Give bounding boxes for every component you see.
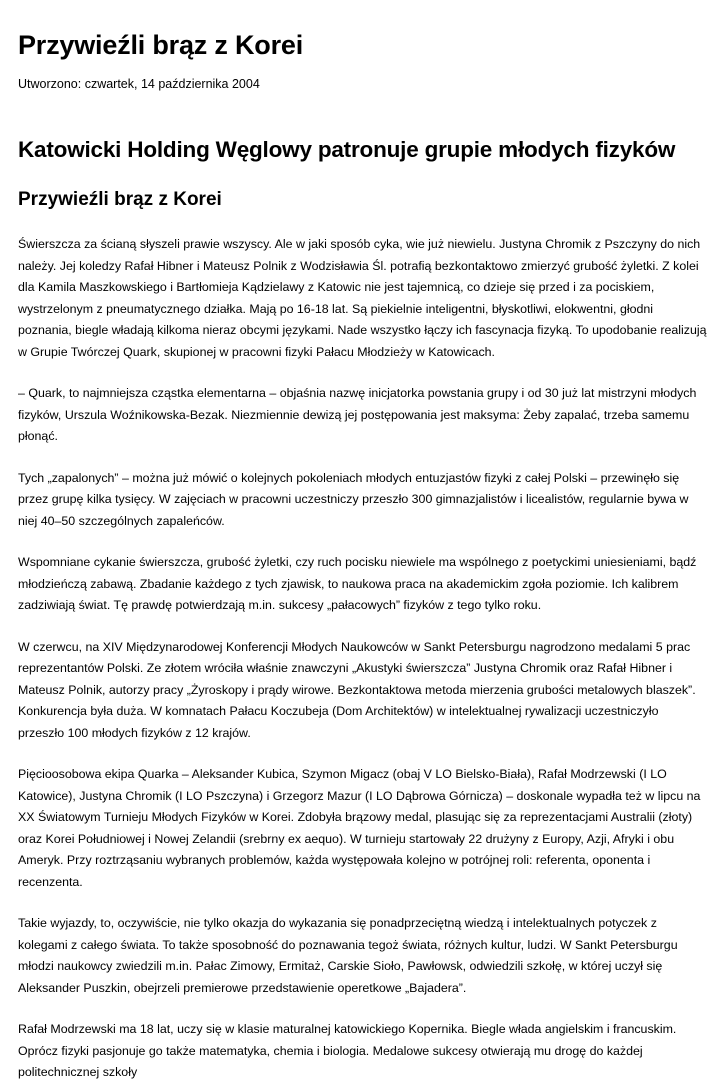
- paragraph: Wspomniane cykanie świerszcza, grubość żyletki, czy ruch pocisku niewiele ma wspólnego z poetyckimi uniesieniami, bądź młodzieńczą zabawą. Zbadanie każdego z tych zjawisk, to naukowa praca na akademickim zgoła poziomie. Ich kalibrem zadziwiają świat. Tę prawdę potwierdzają m.in. sukcesy „pałacowych” fizyków z tego tylko roku.: [18, 555, 697, 612]
- paragraph: Świerszcza za ścianą słyszeli prawie wszyscy. Ale w jaki sposób cyka, wie już niewielu. Justyna Chromik z Pszczyny do nich należy. Jej koledzy Rafał Hibner i Mateusz Polnik z Wodzisławia Śl. potrafią bezkontaktowo zmierzyć grubość żyletki. Z kolei dla Kamila Maszkowskiego i Bartłomieja Kądzielawy z Katowic nie jest tajemnicą, co dzieje się przed i za pociskiem, wystrzelonym z pneumatycznego działka. Mają po 16-18 lat. Są piekielnie inteligentni, błyskotliwi, elokwentni, głodni poznania, biegle władają kilkoma nieraz obcymi językami. Nade wszystko łączy ich fascynacja fizyką. To upodobanie realizują w Grupie Twórczej Quark, skupionej w pracowni fizyki Pałacu Młodzieży w Katowicach.: [18, 237, 707, 359]
- paragraph: Takie wyjazdy, to, oczywiście, nie tylko okazja do wykazania się ponadprzeciętną wiedzą i intelektualnych potyczek z kolegami z całego świata. To także sposobność do poznawania tegoż świata, różnych kultur, ludzi. W Sankt Petersburgu młodzi naukowcy zwiedzili m.in. Pałac Zimowy, Ermitaż, Carskie Sioło, Pawłowsk, odwiedzili szkołę, w której uczył się Aleksander Puszkin, obejrzeli premierowe przedstawienie operetkowe „Bajadera”.: [18, 916, 678, 995]
- paragraph: Pięcioosobowa ekipa Quarka – Aleksander Kubica, Szymon Migacz (obaj V LO Bielsko-Biała), Rafał Modrzewski (I LO Katowice), Justyna Chromik (I LO Pszczyna) i Grzegorz Mazur (I LO Dąbrowa Górnicza) – doskonale wypadła też w lipcu na XX Światowym Turnieju Młodych Fizyków w Korei. Zdobyła brązowy medal, plasując się za reprezentacjami Australii (złoty) oraz Korei Południowej i Nowej Zelandii (srebrny ex aequo). W turnieju startowały 22 drużyny z Europy, Azji, Afryki i obu Ameryk. Przy roztrząsaniu wybranych problemów, każda występowała kolejno w potrójnej roli: referenta, oponenta i recenzenta.: [18, 767, 701, 889]
- article-body: [18, 234, 707, 1084]
- paragraph: – Quark, to najmniejsza cząstka elementarna – objaśnia nazwę inicjatorka powstania grupy i od 30 już lat mistrzyni młodych fizyków, Urszula Woźnikowska-Bezak. Niezmiennie dewizą jej postępowania jest maksyma: Żeby zapalać, trzeba samemu płonąć.: [18, 386, 697, 443]
- paragraph: Tych „zapalonych” – można już mówić o kolejnych pokoleniach młodych entuzjastów fizyki z całej Polski – przewinęło się przez grupę kilka tysięcy. W zajęciach w pracowni uczestniczy przeszło 300 gimnazjalistów i licealistów, regularnie bywa w niej 40–50 szczególnych zapaleńców.: [18, 470, 689, 528]
- paragraph: Rafał Modrzewski ma 18 lat, uczy się w klasie maturalnej katowickiego Kopernika. Biegle włada angielskim i francuskim. Oprócz fizyki pasjonuje go także matematyka, chemia i biologia. Medalowe sukcesy otwierają mu drogę do każdej politechnicznej szkoły: [18, 1022, 677, 1079]
- document-title: Przywieźli brąz z Korei: [18, 30, 303, 60]
- article-title: Katowicki Holding Węglowy patronuje grupie młodych fizyków: [18, 137, 676, 162]
- article-subtitle: Przywieźli brąz z Korei: [18, 189, 222, 210]
- created-date: Utworzono: czwartek, 14 października 2004: [18, 77, 260, 91]
- paragraph: W czerwcu, na XIV Międzynarodowej Konferencji Młodych Naukowców w Sankt Petersburgu nagrodzono medalami 5 prac reprezentantów Polski. Ze złotem wróciła właśnie znawczyni „Akustyki świerszcza” Justyna Chromik oraz Rafał Hibner i Mateusz Polnik, autorzy pracy „Żyroskopy i prądy wirowe. Bezkontaktowa metoda mierzenia grubości metalowych blaszek”. Konkurencja była duża. W komnatach Pałacu Koczubeja (Dom Architektów) w intelektualnej rywalizacji uczestniczyło przeszło 100 młodych fizyków z 12 krajów.: [18, 639, 696, 740]
